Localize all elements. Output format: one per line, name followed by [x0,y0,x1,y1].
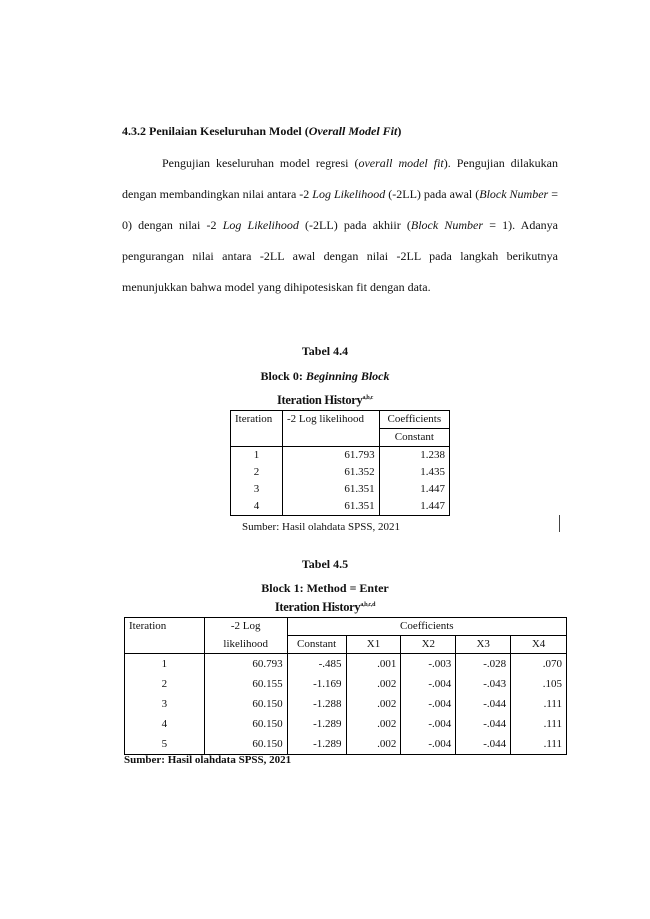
header-loglik-line2: likelihood [204,636,287,654]
header-coefficients: Coefficients [287,618,566,636]
cell-iteration: 2 [231,464,283,481]
table-header-row [231,411,450,429]
cell-loglik: 60.155 [204,674,287,694]
cell-loglik: 60.150 [204,694,287,714]
cell-x2: -.004 [401,714,456,734]
header-constant: Constant [379,429,449,447]
table44-block-italic: Beginning Block [305,369,390,383]
cell-constant: -1.288 [287,694,346,714]
paragraph-italic: Block Number [479,187,549,201]
section-number: 4.3.2 [122,124,146,138]
cell-iteration: 3 [231,481,283,498]
section-title-italic: Overall Model Fit [308,124,398,138]
cell-x1: .002 [346,674,401,694]
cell-constant: 1.238 [379,447,449,465]
table44-block-prefix: Block 0: [260,369,303,383]
cell-constant: -1.289 [287,714,346,734]
header-loglik-line1: -2 Log [204,618,287,636]
cell-x4: .070 [511,654,567,675]
cell-iteration: 4 [231,498,283,516]
cell-loglik: 61.352 [283,464,380,481]
body-paragraph [122,148,558,303]
table45-heading [0,600,650,615]
cell-loglik: 60.793 [204,654,287,675]
table-row [231,464,450,481]
cell-loglik: 60.150 [204,734,287,755]
cell-x4: .105 [511,674,567,694]
paragraph-italic: Log Likelihood [222,218,299,232]
header-x4: X4 [511,636,567,654]
cell-x1: .001 [346,654,401,675]
paragraph-text: = 0) dengan nilai -2 [122,187,558,232]
cell-x3: -.028 [456,654,511,675]
header-x1: X1 [346,636,401,654]
table45-heading-sup: a,b,c,d [360,601,376,608]
header-x3: X3 [456,636,511,654]
table44-source: Sumber: Hasil olahdata SPSS, 2021 [242,521,400,533]
table-row [231,447,450,465]
paragraph-italic: Log Likelihood [312,187,386,201]
cell-x2: -.004 [401,734,456,755]
cell-x3: -.044 [456,734,511,755]
cell-x1: .002 [346,694,401,714]
paragraph-text: (-2LL) pada awal ( [385,187,480,201]
table45-source: Sumber: Hasil olahdata SPSS, 2021 [124,754,292,766]
cell-constant: -1.169 [287,674,346,694]
table44-caption: Tabel 4.4 [301,344,349,358]
cell-x1: .002 [346,714,401,734]
cell-x1: .002 [346,734,401,755]
table-row [125,674,567,694]
paragraph-text: ). Pengujian dilakukan dengan membandingkan nilai antara -2 [122,156,558,201]
cell-iteration: 1 [231,447,283,465]
table45 [124,617,567,755]
table-row [125,694,567,714]
table45-block-title: Block 1: Method = Enter [261,581,389,595]
header-iteration: Iteration [231,411,283,447]
text-cursor-mark [559,515,560,532]
cell-iteration: 1 [125,654,205,675]
table44 [230,410,450,516]
paragraph-italic: overall model fit [358,156,444,170]
paragraph-italic: Block Number [410,218,484,232]
table-header-row [125,618,567,636]
paragraph-text: (-2LL) pada akhiir ( [298,218,411,232]
header-constant: Constant [287,636,346,654]
cell-x3: -.044 [456,694,511,714]
table-row [125,734,567,755]
header-iteration: Iteration [125,618,205,654]
table45-caption: Tabel 4.5 [301,557,349,571]
table44-heading-sup: a,b,c [362,394,374,401]
cell-loglik: 61.351 [283,481,380,498]
cell-loglik: 61.793 [283,447,380,465]
cell-x2: -.003 [401,654,456,675]
table-row [231,498,450,516]
cell-iteration: 5 [125,734,205,755]
cell-constant: 1.435 [379,464,449,481]
table-row [125,654,567,675]
cell-x3: -.043 [456,674,511,694]
section-heading: 4.3.2 Penilaian Keseluruhan Model (Overall Model Fit) [122,124,402,138]
cell-constant: -.485 [287,654,346,675]
paragraph-text: Pengujian keseluruhan model regresi ( [162,156,359,170]
cell-x4: .111 [511,714,567,734]
cell-x2: -.004 [401,674,456,694]
cell-loglik: 60.150 [204,714,287,734]
cell-constant: 1.447 [379,481,449,498]
cell-constant: -1.289 [287,734,346,755]
cell-x2: -.004 [401,694,456,714]
cell-x4: .111 [511,734,567,755]
cell-x3: -.044 [456,714,511,734]
cell-constant: 1.447 [379,498,449,516]
table44-heading-text: Iteration History [276,393,363,407]
cell-x4: .111 [511,694,567,714]
cell-iteration: 2 [125,674,205,694]
cell-iteration: 4 [125,714,205,734]
table-row [231,481,450,498]
header-coefficients: Coefficients [379,411,449,429]
paragraph-text: = 1). Adanya pengurangan nilai antara -2LL awal dengan nilai -2LL pada langkah berikutnya menunjukkan bahwa model yang dihipotesiskan fit dengan data. [122,218,558,294]
table44-block-title [0,369,650,384]
cell-iteration: 3 [125,694,205,714]
header-x2: X2 [401,636,456,654]
cell-loglik: 61.351 [283,498,380,516]
section-title: Penilaian Keseluruhan Model [149,124,302,138]
table44-heading [0,393,650,408]
table45-heading-text: Iteration History [274,600,361,614]
table-row [125,714,567,734]
header-loglik: -2 Log likelihood [283,411,380,447]
